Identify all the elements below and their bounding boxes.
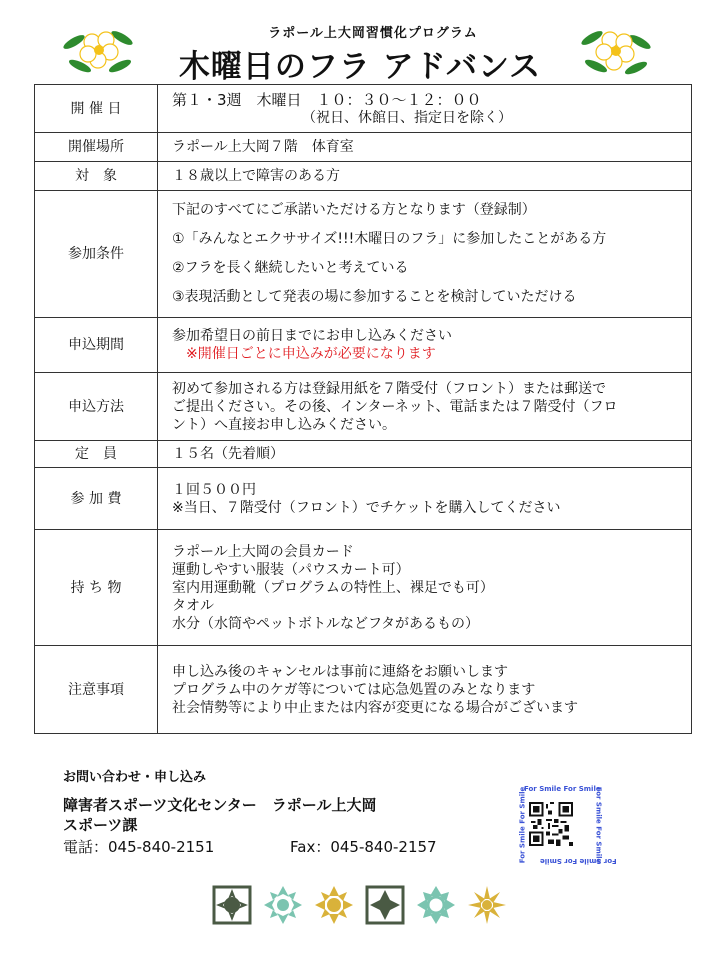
condition-item: ②フラを長く継続したいと考えている <box>172 260 409 276</box>
method-line: ント）へ直接お申し込みください。 <box>172 416 396 433</box>
row-value-capacity: １５名（先着順） <box>158 441 692 468</box>
qr-ring-text-right: For Smile For Smile <box>594 786 603 864</box>
organization-name: 障害者スポーツ文化センター ラポール上大岡 <box>63 796 377 814</box>
row-label-notes: 注意事項 <box>35 646 158 734</box>
fee-note: ※当日、７階受付（フロント）でチケットを購入してください <box>172 499 561 516</box>
table-row <box>35 468 692 530</box>
row-value-target: １８歳以上で障害のある方 <box>158 162 692 191</box>
fee-line: １回５００円 <box>172 481 256 498</box>
info-table <box>34 84 692 734</box>
table-row <box>35 162 692 191</box>
qr-code-icon <box>529 802 573 846</box>
row-label-belongings: 持 ち 物 <box>35 530 158 646</box>
table-row <box>35 441 692 468</box>
table-row <box>35 318 692 373</box>
fax-number: Fax：045-840-2157 <box>290 838 437 856</box>
note-item: プログラム中のケガ等については応急処置のみとなります <box>172 681 536 698</box>
row-label-conditions: 参加条件 <box>35 191 158 318</box>
note-item: 社会情勢等により中止または内容が変更になる場合がございます <box>172 699 578 716</box>
belonging-item: 室内用運動靴（プログラムの特性上、裸足でも可） <box>172 579 494 596</box>
table-row <box>35 530 692 646</box>
row-label-fee: 参 加 費 <box>35 468 158 530</box>
method-line: ご提出ください。その後、インターネット、電話または７階受付（フロ <box>172 398 618 415</box>
row-value-method <box>158 373 692 441</box>
belonging-item: 水分（水筒やペットボトルなどフタがあるもの） <box>172 615 480 632</box>
period-line: 参加希望日の前日までにお申し込みください <box>172 328 452 344</box>
belonging-item: ラポール上大岡の会員カード <box>172 543 354 560</box>
row-value-venue: ラポール上大岡７階 体育室 <box>158 133 692 162</box>
row-label-date: 開 催 日 <box>35 85 158 133</box>
qr-ring-text-top: For Smile For Smile <box>524 785 601 793</box>
method-line: 初めて参加される方は登録用紙を７階受付（フロント）または郵送で <box>172 380 606 397</box>
condition-item: ③表現活動として発表の場に参加することを検討していただける <box>172 289 577 305</box>
period-warning: ※開催日ごとに申込みが必要になります <box>186 346 436 362</box>
belonging-item: タオル <box>172 597 214 614</box>
row-label-method: 申込方法 <box>35 373 158 441</box>
page-title: 木曜日のフラ アドバンス <box>178 49 542 85</box>
table-row <box>35 85 692 133</box>
row-value-belongings <box>158 530 692 646</box>
row-label-target: 対 象 <box>35 162 158 191</box>
table-row <box>35 373 692 441</box>
table-row <box>35 133 692 162</box>
row-label-period: 申込期間 <box>35 318 158 373</box>
date-note: （祝日、休館日、指定日を除く） <box>302 109 512 126</box>
qr-ring-text-left: For Smile For Smile <box>518 786 527 864</box>
table-row <box>35 646 692 734</box>
qr-ring-text-bottom: For Smile For Smile <box>540 857 617 865</box>
date-line: 第１・3週 木曜日 １０：３０～１２：００ <box>172 90 482 109</box>
row-value-period <box>158 318 692 373</box>
condition-intro: 下記のすべてにご承諾いただける方となります（登録制） <box>172 202 536 218</box>
row-value-date <box>158 85 692 133</box>
phone-number: 電話：045-840-2151 <box>63 838 215 856</box>
row-value-notes <box>158 646 692 734</box>
row-value-fee <box>158 468 692 530</box>
plumeria-flower-icon <box>62 20 138 78</box>
plumeria-flower-icon <box>578 20 654 78</box>
qr-code-block[interactable] <box>510 785 617 867</box>
row-label-venue: 開催場所 <box>35 133 158 162</box>
note-item: 申し込み後のキャンセルは事前に連絡をお願いします <box>172 663 508 680</box>
hawaiian-quilt-motif-icon <box>211 884 511 926</box>
program-subtitle: ラポール上大岡習慣化プログラム <box>268 26 478 41</box>
belonging-item: 運動しやすい服装（パウスカート可） <box>172 561 410 578</box>
department-name: スポーツ課 <box>63 816 138 834</box>
condition-item: ①「みんなとエクササイズ!!!木曜日のフラ」に参加したことがある方 <box>172 231 607 247</box>
contact-heading: お問い合わせ・申し込み <box>63 770 207 785</box>
table-row <box>35 191 692 318</box>
row-value-conditions <box>158 191 692 318</box>
row-label-capacity: 定 員 <box>35 441 158 468</box>
